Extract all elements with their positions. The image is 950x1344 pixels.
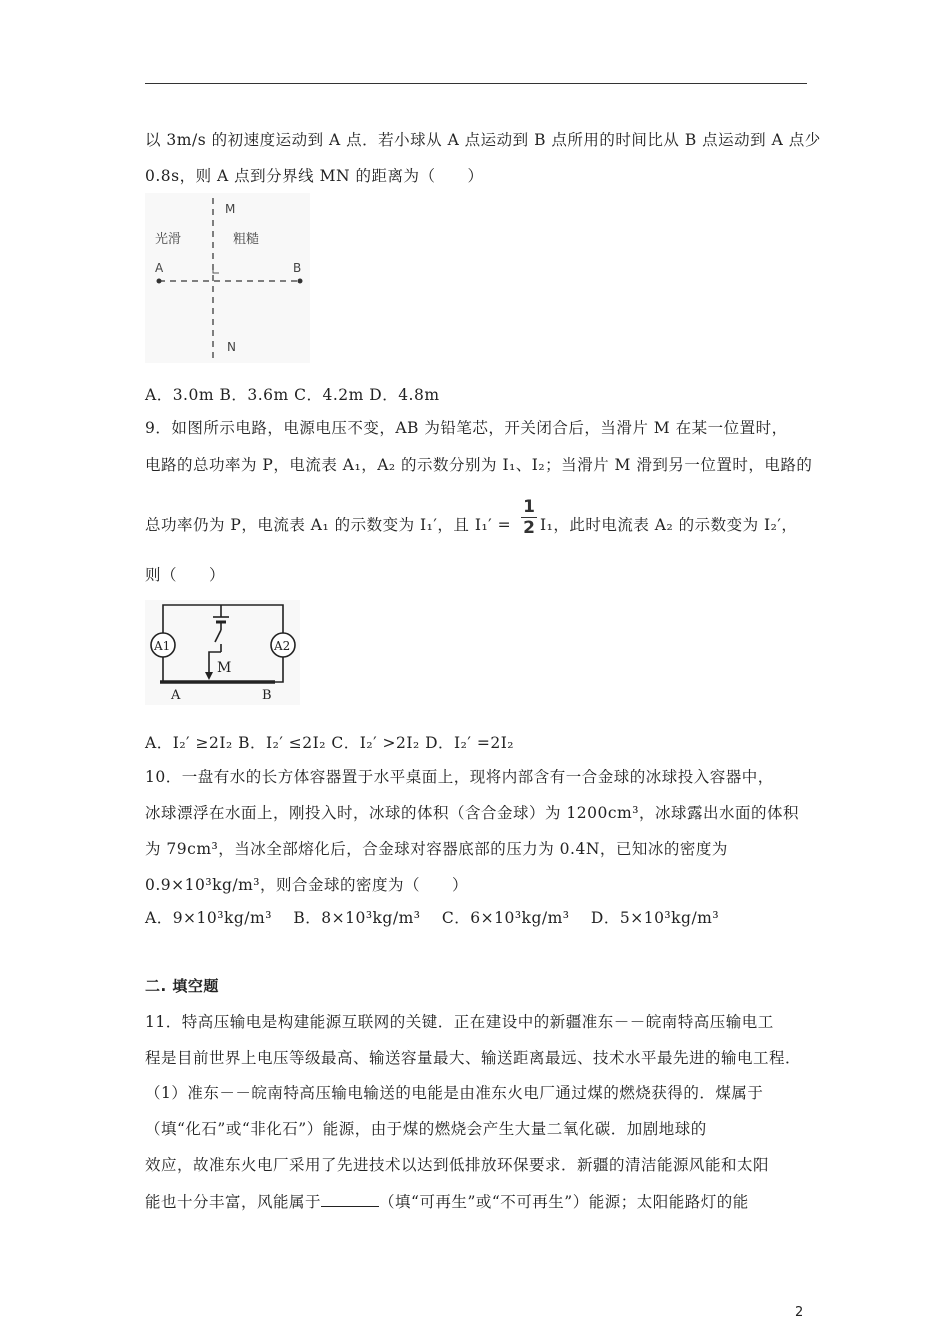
- text-line: 0.9×10³kg/m³，则合金球的密度为（ ）: [145, 876, 469, 894]
- text-fragment: （填“可再生”或“不可再生”）能源；太阳能路灯的能: [379, 1193, 749, 1211]
- text-line: 10．一盘有水的长方体容器置于水平桌面上，现将内部含有一合金球的冰球投入容器中，: [145, 768, 774, 786]
- q8-options: A．3.0m B．3.6m C．4.2m D．4.8m: [145, 386, 440, 404]
- label-b: B: [293, 261, 302, 275]
- label-a: A: [155, 261, 164, 275]
- label-m: M: [225, 202, 236, 216]
- text-line: （1）准东－－皖南特高压输电输送的电能是由准东火电厂通过煤的燃烧获得的．煤属于: [145, 1084, 764, 1102]
- text-line: 9．如图所示电路，电源电压不变，AB 为铅笔芯，开关闭合后，当滑片 M 在某一位置时，: [145, 419, 788, 437]
- point-b: [298, 279, 303, 284]
- ammeter-a1-label: A1: [154, 639, 171, 653]
- fraction-numerator: 1: [523, 497, 535, 517]
- ammeter-a2-label: A2: [274, 639, 291, 653]
- label-n: N: [227, 340, 236, 354]
- fraction-one-half: [518, 497, 540, 538]
- text-fragment: 能也十分丰富，风能属于: [145, 1193, 322, 1211]
- text-line: （填“化石”或“非化石”）能源，由于煤的燃烧会产生大量二氧化碳．加剧地球的: [145, 1120, 707, 1138]
- rough-label: 粗糙: [233, 232, 260, 247]
- text-line: 为 79cm³，当冰全部熔化后，合金球对容器底部的压力为 0.4N，已知冰的密度为: [145, 840, 728, 858]
- text-line: [145, 1190, 749, 1212]
- label-a: A: [171, 688, 181, 703]
- text-line: 以 3m/s 的初速度运动到 A 点．若小球从 A 点运动到 B 点所用的时间比从 B 点运动到 A 点少: [145, 131, 821, 149]
- circuit-figure: [145, 600, 300, 705]
- text-line: 电路的总功率为 P，电流表 A₁，A₂ 的示数分别为 I₁、I₂；当滑片 M 滑到另一位置时，电路的: [145, 456, 813, 474]
- text-line: 效应，故准东火电厂采用了先进技术以达到低排放环保要求．新疆的清洁能源风能和太阳: [145, 1156, 770, 1174]
- text-line: 冰球漂浮在水面上，刚投入时，冰球的体积（含合金球）为 1200cm³，冰球露出水面的体积: [145, 804, 799, 822]
- q10-options: A．9×10³kg/m³ B．8×10³kg/m³ C．6×10³kg/m³ D．5×10³kg/m³: [145, 909, 720, 927]
- answer-blank[interactable]: [321, 1192, 379, 1207]
- slider-label-m: M: [217, 660, 232, 676]
- text-line: 11．特高压输电是构建能源互联网的关键．正在建设中的新疆准东－－皖南特高压输电工: [145, 1013, 774, 1031]
- text-line: 程是目前世界上电压等级最高、输送容量最大、输送距离最远、技术水平最先进的输电工程．: [145, 1049, 802, 1067]
- section-heading: 二. 填空题: [145, 977, 219, 995]
- fraction-denominator: 2: [523, 518, 535, 538]
- smooth-label: 光滑: [155, 232, 182, 247]
- text-line: I₁，此时电流表 A₂ 的示数变为 I₂′，: [540, 516, 798, 534]
- header-rule: [145, 83, 807, 84]
- point-a: [157, 279, 162, 284]
- text-line: 则（ ）: [145, 566, 226, 584]
- q9-options: A．I₂′ ≥2I₂ B．I₂′ ≤2I₂ C．I₂′ >2I₂ D．I₂′ =2I₂: [145, 734, 515, 752]
- page-number: 2: [795, 1305, 804, 1320]
- text-line: 总功率仍为 P，电流表 A₁ 的示数变为 I₁′，且 I₁′ =: [145, 516, 512, 534]
- label-b: B: [262, 688, 272, 703]
- boundary-figure: [145, 193, 310, 363]
- text-line: 0.8s，则 A 点到分界线 MN 的距离为（ ）: [145, 167, 484, 185]
